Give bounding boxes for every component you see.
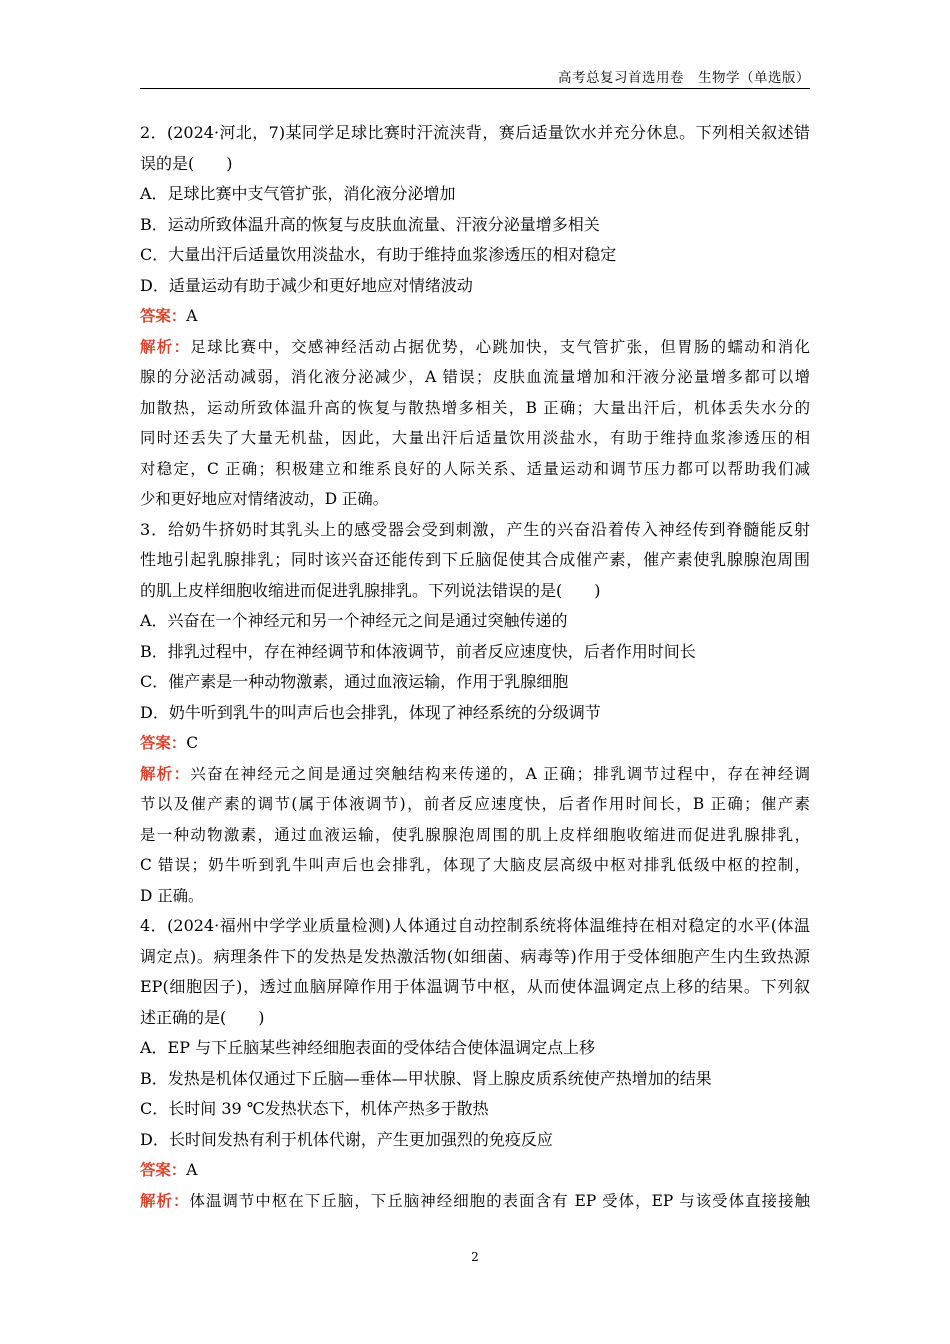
option-b: B．排乳过程中，存在神经调节和体液调节，前者反应速度快，后者作用时间长 <box>140 641 696 661</box>
option-b: B．发热是机体仅通过下丘脑—垂体—甲状腺、肾上腺皮质系统使产热增加的结果 <box>140 1068 712 1088</box>
question-stem-line: EP(细胞因子)，透过血脑屏障作用于体温调节中枢，从而使体温调定点上移的结果。下列叙 <box>140 977 810 996</box>
answer-value: A <box>186 307 198 325</box>
answer-line <box>140 301 810 332</box>
option-c: C．大量出汗后适量饮用淡盐水，有助于维持血浆渗透压的相对稳定 <box>140 245 617 264</box>
analysis-label: 解析： <box>140 337 191 356</box>
option-a: A．兴奋在一个神经元和另一个神经元之间是通过突触传递的 <box>140 611 568 630</box>
analysis-line: D 正确。 <box>140 886 204 905</box>
option-d: D．适量运动有助于减少和更好地应对情绪波动 <box>140 275 473 295</box>
answer-label: 答案： <box>140 734 187 752</box>
answer-value: A <box>186 1161 198 1179</box>
page-number: 2 <box>471 1250 479 1264</box>
question-stem-line: 4．(2024·福州中学学业质量检测)人体通过自动控制系统将体温维持在相对稳定的水平(体温 <box>140 916 810 935</box>
option-a: A．足球比赛中支气管扩张，消化液分泌增加 <box>140 184 456 203</box>
option-c: C．催产素是一种动物激素，通过血液运输，作用于乳腺细胞 <box>140 672 569 691</box>
analysis-line: C 错误；奶牛听到乳牛叫声后也会排乳，体现了大脑皮层高级中枢对排乳低级中枢的控制， <box>140 856 810 874</box>
answer-line <box>140 1155 810 1186</box>
header-title: 高考总复习首选用卷 生物学（单选版） <box>558 70 810 86</box>
question-3 <box>140 515 810 912</box>
page-header <box>140 64 810 89</box>
answer-label: 答案： <box>140 307 187 325</box>
analysis-line: 同时还丢失了大量无机盐，因此，大量出汗后适量饮用淡盐水，有助于维持血浆渗透压的相 <box>140 429 810 447</box>
option-c: C．长时间 39 ℃发热状态下，机体产热多于散热 <box>140 1099 489 1118</box>
analysis-text: 兴奋在神经元之间是通过突触结构来传递的，A 正确；排乳调节过程中，存在神经调 <box>190 764 810 783</box>
analysis-line: 少和更好地应对情绪波动，D 正确。 <box>140 490 389 508</box>
answer-label: 答案： <box>140 1161 187 1179</box>
analysis-text: 体温调节中枢在下丘脑，下丘脑神经细胞的表面含有 EP 受体，EP 与该受体直接接触 <box>189 1191 810 1210</box>
analysis-line: 节以及催产素的调节(属于体液调节)，前者反应速度快，后者作用时间长，B 正确；催产素 <box>140 795 810 813</box>
option-d: D．奶牛听到乳牛的叫声后也会排乳，体现了神经系统的分级调节 <box>140 702 601 722</box>
analysis-line <box>140 332 810 363</box>
analysis-line: 对稳定，C 正确；积极建立和维系良好的人际关系、适量运动和调节压力都可以帮助我们减 <box>140 459 810 478</box>
analysis-line <box>140 759 810 790</box>
question-2 <box>140 118 810 515</box>
question-stem-line: 2．(2024·河北，7)某同学足球比赛时汗流浃背，赛后适量饮水并充分休息。下列相关叙述错 <box>140 123 810 142</box>
answer-value: C <box>186 734 198 752</box>
question-4 <box>140 911 810 1216</box>
page-content <box>140 118 810 1216</box>
answer-line <box>140 728 810 759</box>
question-stem-line: 误的是( ) <box>140 153 233 173</box>
question-stem-line: 述正确的是( ) <box>140 1007 265 1027</box>
analysis-label: 解析： <box>140 1191 190 1210</box>
question-stem-line: 性地引起乳腺排乳；同时该兴奋还能传到下丘脑促使其合成催产素，催产素使乳腺腺泡周围 <box>140 550 810 569</box>
analysis-line: 是一种动物激素，通过血液运输，使乳腺腺泡周围的肌上皮样细胞收缩进而促进乳腺排乳， <box>140 825 810 844</box>
analysis-text: 足球比赛中，交感神经活动占据优势，心跳加快，支气管扩张，但胃肠的蠕动和消化 <box>190 337 810 356</box>
option-b: B．运动所致体温升高的恢复与皮肤血流量、汗液分泌量增多相关 <box>140 214 600 234</box>
question-stem-line: 3．给奶牛挤奶时其乳头上的感受器会受到刺激，产生的兴奋沿着传入神经传到脊髓能反射 <box>140 519 810 539</box>
analysis-line: 加散热，运动所致体温升高的恢复与散热增多相关，B 正确；大量出汗后，机体丢失水分的 <box>140 398 810 417</box>
question-stem-line: 的肌上皮样细胞收缩进而促进乳腺排乳。下列说法错误的是( ) <box>140 580 601 600</box>
option-d: D．长时间发热有利于机体代谢，产生更加强烈的免疫反应 <box>140 1129 553 1149</box>
analysis-label: 解析： <box>140 764 191 783</box>
analysis-line: 腺的分泌活动减弱，消化液分泌减少，A 错误；皮肤血流量增加和汗液分泌量增多都可以增 <box>140 368 810 386</box>
question-stem-line: 调定点)。病理条件下的发热是发热激活物(如细菌、病毒等)作用于受体细胞产生内生致热源 <box>140 946 810 966</box>
option-a: A．EP 与下丘脑某些神经细胞表面的受体结合使体温调定点上移 <box>140 1038 596 1057</box>
analysis-line <box>140 1186 810 1217</box>
